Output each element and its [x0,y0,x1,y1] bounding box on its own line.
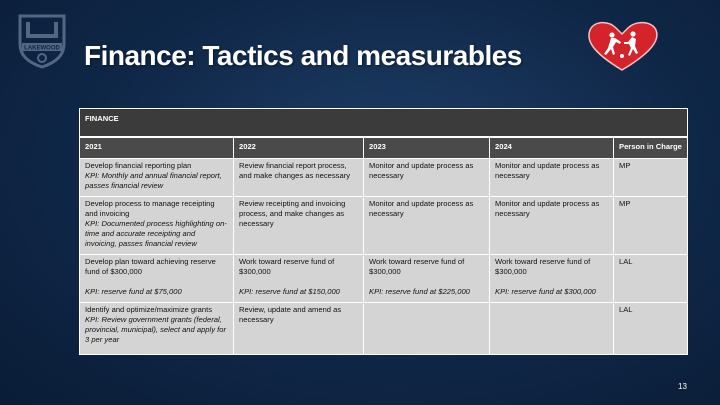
kpi-text: KPI: reserve fund at $225,000 [369,287,470,296]
kpi-text: KPI: reserve fund at $75,000 [85,287,182,296]
spacer [495,277,608,287]
spacer [369,277,484,287]
table-row [80,255,688,303]
tactic-text: Develop process to manage receipting and invoicing [85,199,215,218]
slide-title: Finance: Tactics and measurables [84,40,522,71]
finance-table [79,108,688,355]
logo-text: LAKEWOOD [24,45,60,52]
cell-2022 [234,255,364,303]
column-header-2021: 2021 [80,137,234,159]
heart-soccer-icon [582,18,662,74]
cell-2024 [490,255,614,303]
cell-2021 [80,159,234,197]
table-row [80,197,688,255]
cell-2022: Review, update and amend as necessary [234,303,364,355]
cell-2023: Monitor and update process as necessary [364,159,490,197]
section-label: FINANCE [80,109,688,138]
cell-person: LAL [614,303,688,355]
heart-soccer-logo [582,18,662,74]
lakewood-logo [12,10,72,70]
tactic-text: Work toward reserve fund of $300,000 [369,257,465,276]
cell-2024 [490,303,614,355]
column-header-2023: 2023 [364,137,490,159]
column-header-2022: 2022 [234,137,364,159]
column-header-person: Person in Charge [614,137,688,159]
spacer [85,277,228,287]
column-header-2024: 2024 [490,137,614,159]
tactic-text: Identify and optimize/maximize grants [85,305,213,314]
tactic-text: Develop financial reporting plan [85,161,192,170]
cell-2023 [364,255,490,303]
cell-2023 [364,303,490,355]
kpi-text: KPI: Documented process highlighting on-time and accurate receipting and invoicing, passes financial review [85,219,227,248]
kpi-text: KPI: reserve fund at $150,000 [239,287,340,296]
cell-2021 [80,197,234,255]
cell-person: LAL [614,255,688,303]
page-number: 13 [678,382,687,391]
header-row [80,137,688,159]
table-row [80,159,688,197]
tactic-text: Develop plan toward achieving reserve fund of $300,000 [85,257,216,276]
shield-logo-icon [12,10,72,70]
table-row [80,303,688,355]
cell-2024: Monitor and update process as necessary [490,197,614,255]
kpi-text: KPI: Monthly and annual financial report, passes financial review [85,171,222,190]
cell-2021 [80,255,234,303]
spacer [239,277,358,287]
kpi-text: KPI: Review government grants (federal, provincial, municipal), select and apply for 3 per year [85,315,226,344]
tactic-text: Work toward reserve fund of $300,000 [239,257,335,276]
finance-table-wrapper [79,108,687,355]
tactic-text: Work toward reserve fund of $300,000 [495,257,591,276]
cell-2024: Monitor and update process as necessary [490,159,614,197]
section-band-row [80,109,688,138]
cell-2022: Review receipting and invoicing process, and make changes as necessary [234,197,364,255]
cell-2021 [80,303,234,355]
cell-person: MP [614,197,688,255]
cell-2023: Monitor and update process as necessary [364,197,490,255]
cell-person: MP [614,159,688,197]
kpi-text: KPI: reserve fund at $300,000 [495,287,596,296]
cell-2022: Review financial report process, and make changes as necessary [234,159,364,197]
